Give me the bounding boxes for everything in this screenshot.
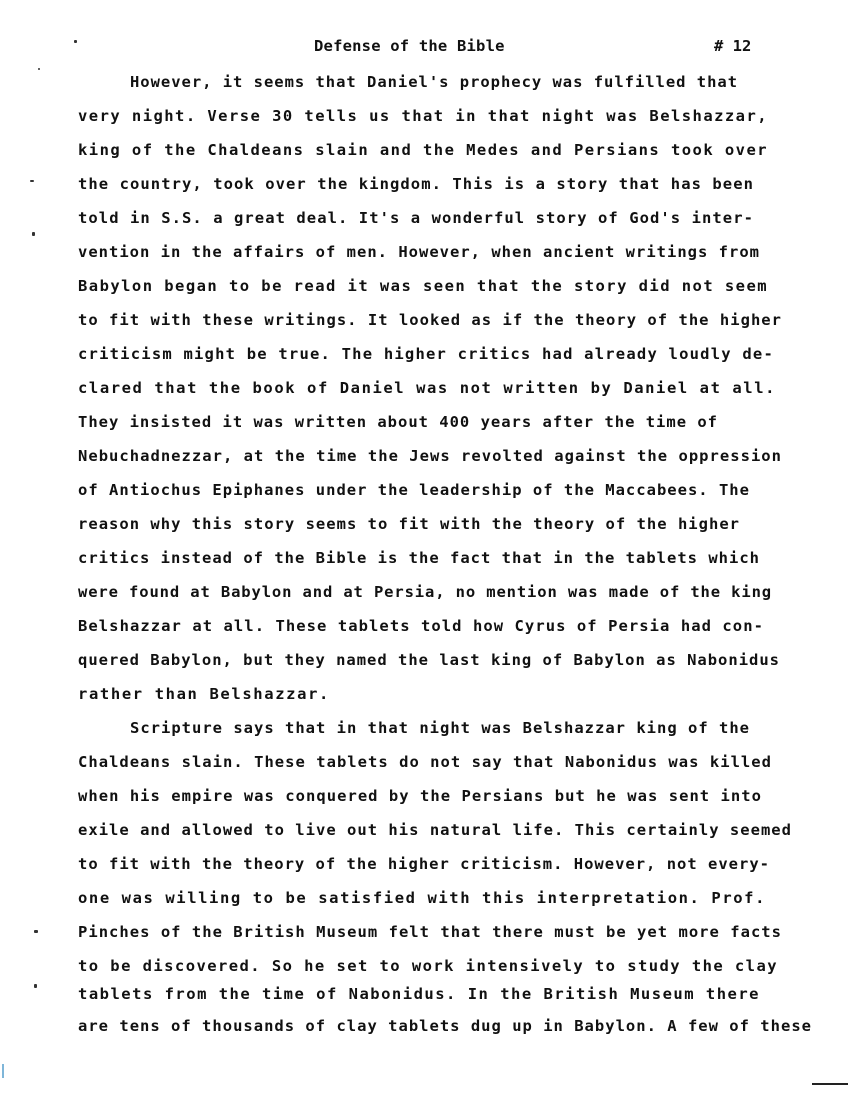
text-line: quered Babylon, but they named the last king of Babylon as Nabonidus: [78, 651, 780, 669]
text-line: very night. Verse 30 tells us that in that night was Belshazzar,: [78, 107, 768, 125]
scan-speck: [30, 180, 34, 182]
text-line: Belshazzar at all. These tablets told how Cyrus of Persia had con-: [78, 617, 764, 635]
text-line: of Antiochus Epiphanes under the leadership of the Maccabees. The: [78, 481, 750, 499]
page-number: # 12: [714, 37, 752, 55]
text-line: Nebuchadnezzar, at the time the Jews revolted against the oppression: [78, 447, 782, 465]
text-line: reason why this story seems to fit with the theory of the higher: [78, 515, 740, 533]
text-line: criticism might be true. The higher critics had already loudly de-: [78, 345, 774, 363]
text-line: to fit with these writings. It looked as if the theory of the higher: [78, 311, 782, 329]
scan-speck: [34, 930, 38, 933]
text-line: Chaldeans slain. These tablets do not say that Nabonidus was killed: [78, 753, 772, 771]
text-line: However, it seems that Daniel's prophecy was fulfilled that: [130, 73, 738, 91]
scan-speck: [74, 40, 77, 43]
scan-speck: [32, 232, 35, 236]
scan-speck: [34, 984, 37, 988]
text-line: clared that the book of Daniel was not written by Daniel at all.: [78, 379, 776, 397]
text-line: king of the Chaldeans slain and the Medes and Persians took over: [78, 141, 768, 159]
text-line: when his empire was conquered by the Persians but he was sent into: [78, 787, 762, 805]
text-line: told in S.S. a great deal. It's a wonderful story of God's inter-: [78, 209, 754, 227]
scan-edge-mark: [2, 1064, 4, 1078]
text-line: Babylon began to be read it was seen that the story did not seem: [78, 277, 768, 295]
text-line: They insisted it was written about 400 years after the time of: [78, 413, 718, 431]
text-line: Scripture says that in that night was Belshazzar king of the: [130, 719, 750, 737]
text-line: exile and allowed to live out his natural life. This certainly seemed: [78, 821, 792, 839]
scan-speck: [38, 68, 40, 70]
text-line: the country, took over the kingdom. This is a story that has been: [78, 175, 754, 193]
page-title: Defense of the Bible: [314, 37, 505, 55]
text-line: Pinches of the British Museum felt that there must be yet more facts: [78, 923, 782, 941]
text-line: to fit with the theory of the higher criticism. However, not every-: [78, 855, 770, 873]
text-line: one was willing to be satisfied with this interpretation. Prof.: [78, 889, 766, 907]
text-line: critics instead of the Bible is the fact that in the tablets which: [78, 549, 760, 567]
text-line: were found at Babylon and at Persia, no mention was made of the king: [78, 583, 772, 601]
text-line: rather than Belshazzar.: [78, 685, 330, 703]
scan-edge-line: [812, 1083, 848, 1085]
text-line: vention in the affairs of men. However, when ancient writings from: [78, 243, 760, 261]
text-line: are tens of thousands of clay tablets dug up in Babylon. A few of these: [78, 1017, 812, 1035]
text-line: to be discovered. So he set to work intensively to study the clay: [78, 957, 778, 975]
text-line: tablets from the time of Nabonidus. In the British Museum there: [78, 985, 760, 1003]
